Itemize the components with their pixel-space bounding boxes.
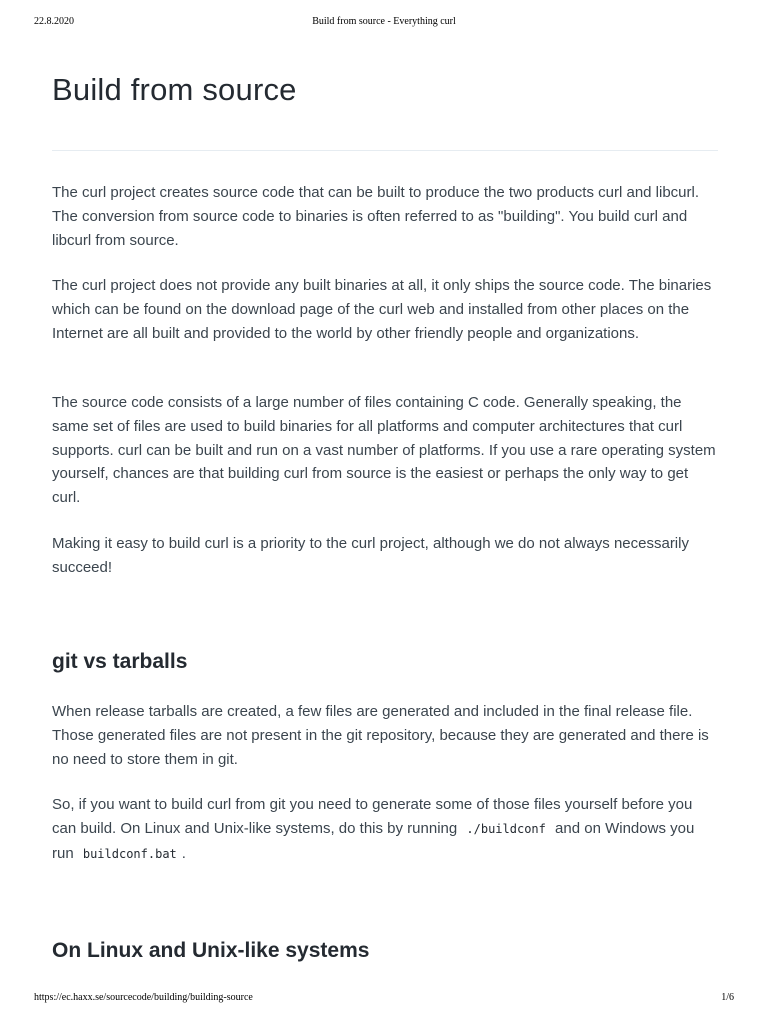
git-paragraph-1: When release tarballs are created, a few files are generated and included in the final release file. Those generated files are not present in the git repository, because they are generated and there is no need to store them in git. [52,703,709,768]
buildconf-code: ./buildconf [466,821,546,836]
intro-paragraph-2: The curl project does not provide any built binaries at all, it only ships the source code. The binaries which can be found on the download page of the curl web and installed from other places on the Internet are all built and provided to the world by other friendly people and organizations. [52,277,712,342]
git-paragraph-2-text-a: So, if you want to build curl from git you need to generate some of those files yourself before you can build. On Linux and Unix-like systems, do this by running [52,796,693,837]
section-heading-linux-unix: On Linux and Unix-like systems [52,939,370,962]
git-paragraph-2 [52,793,718,866]
git-paragraph-2-text-c: . [181,844,186,862]
intro-paragraph-4: Making it easy to build curl is a priority to the curl project, although we do not always necessarily succeed! [52,535,689,576]
page-number: 1/6 [721,992,734,1003]
git-paragraph-2-text-b: and on Windows you run [52,819,695,862]
print-document-title: Build from source - Everything curl [312,16,456,27]
intro-paragraph-1: The curl project creates source code that can be built to produce the two products curl and libcurl. The conversion from source code to binaries is often referred to as "building". You build curl and libcurl from source. [52,184,700,249]
print-url: https://ec.haxx.se/sourcecode/building/building-source [34,992,253,1003]
section-heading-git-vs-tarballs: git vs tarballs [52,650,188,673]
title-divider [52,150,718,151]
buildconf-bat-code: buildconf.bat [82,846,177,861]
intro-paragraph-3: The source code consists of a large number of files containing C code. Generally speaking, the same set of files are used to build binaries for all platforms and computer architectures that curl supports. curl can be built and run on a vast number of platforms. If you use a rare operating system yourself, chances are that building curl from source is the easiest or perhaps the only way to get curl. [52,394,716,507]
page-title: Build from source [52,72,297,107]
print-footer [34,992,734,1006]
print-header [34,16,734,30]
print-date: 22.8.2020 [34,16,74,27]
